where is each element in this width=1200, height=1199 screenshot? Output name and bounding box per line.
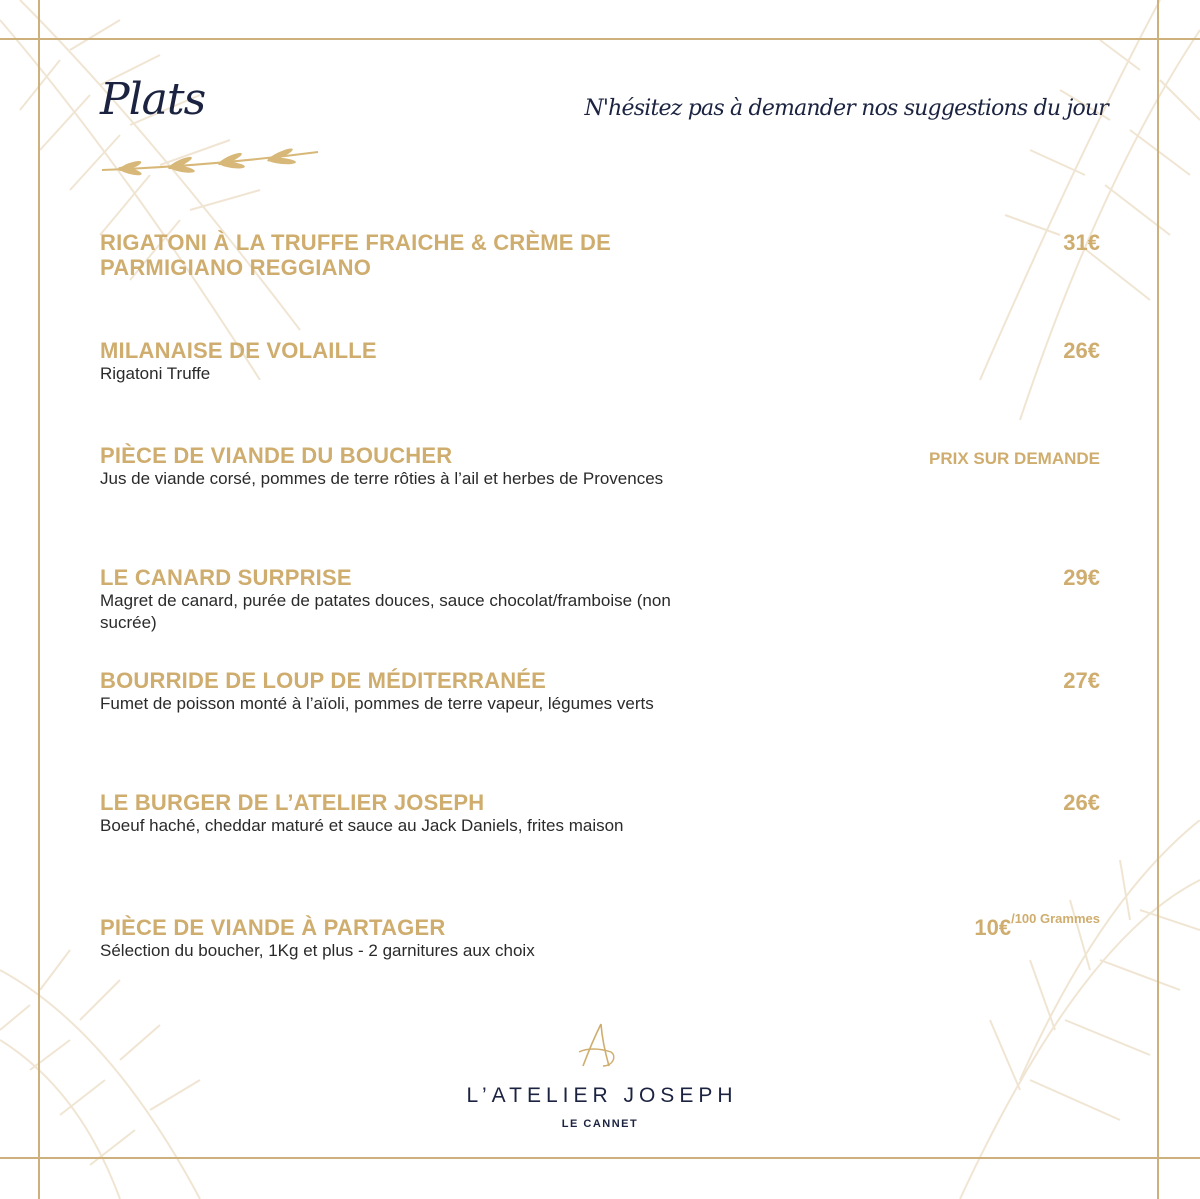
dish-description: Jus de viande corsé, pommes de terre rôties à l’ail et herbes de Provences: [100, 469, 664, 488]
dish-name: LE CANARD SURPRISE: [100, 565, 352, 590]
wheat-sprig-icon: [100, 146, 320, 178]
restaurant-logo: [0, 1022, 1200, 1130]
dish-price: 27€: [1063, 668, 1100, 693]
letter-a-monogram-icon: [575, 1022, 625, 1070]
dish-description: Magret de canard, purée de patates douces, sauce chocolat/framboise (non sucrée): [100, 591, 671, 632]
palm-leaf-decoration-top-left: [0, 0, 340, 380]
dish-price-value: 10€: [974, 915, 1012, 940]
dish-price: 26€: [1063, 338, 1100, 363]
restaurant-name: L’ATELIER JOSEPH: [466, 1084, 738, 1107]
frame-line-bottom: [0, 1157, 1200, 1159]
dish-description: Fumet de poisson monté à l’aïoli, pommes de terre vapeur, légumes verts: [100, 694, 654, 713]
page-subtitle: N'hésitez pas à demander nos suggestions du jour: [584, 96, 1108, 121]
dish-price: 31€: [1063, 230, 1100, 255]
page-title: Plats: [100, 74, 206, 125]
restaurant-city: LE CANNET: [561, 1118, 639, 1130]
dish-item: [100, 443, 1100, 490]
dish-description: Sélection du boucher, 1Kg et plus - 2 garnitures aux choix: [100, 941, 535, 960]
dish-price: PRIX SUR DEMANDE: [929, 449, 1100, 468]
dish-item: [100, 565, 1100, 634]
dish-name: RIGATONI À LA TRUFFE FRAICHE & CRÈME DE PARMIGIANO REGGIANO: [100, 230, 611, 280]
dish-name: PIÈCE DE VIANDE À PARTAGER: [100, 915, 446, 940]
dish-name: BOURRIDE DE LOUP DE MÉDITERRANÉE: [100, 668, 547, 693]
frame-line-right: [1157, 0, 1159, 1199]
dish-price: 26€: [1063, 790, 1100, 815]
frame-line-left: [38, 0, 40, 1199]
dish-item: [100, 790, 1100, 837]
dish-name: MILANAISE DE VOLAILLE: [100, 338, 377, 363]
palm-leaf-decoration-bottom-right: [900, 820, 1200, 1199]
frame-line-top: [0, 38, 1200, 40]
dish-name: PIÈCE DE VIANDE DU BOUCHER: [100, 443, 453, 468]
dish-item: [100, 230, 1100, 280]
dish-price-unit: /100 Grammes: [1011, 911, 1100, 926]
dish-item: [100, 911, 1100, 962]
dish-price: [974, 911, 1100, 941]
dish-description: Boeuf haché, cheddar maturé et sauce au Jack Daniels, frites maison: [100, 816, 624, 835]
dish-item: [100, 338, 1100, 385]
dish-item: [100, 668, 1100, 715]
dish-name: LE BURGER DE L’ATELIER JOSEPH: [100, 790, 485, 815]
dish-price: 29€: [1063, 565, 1100, 590]
dish-description: Rigatoni Truffe: [100, 364, 211, 383]
